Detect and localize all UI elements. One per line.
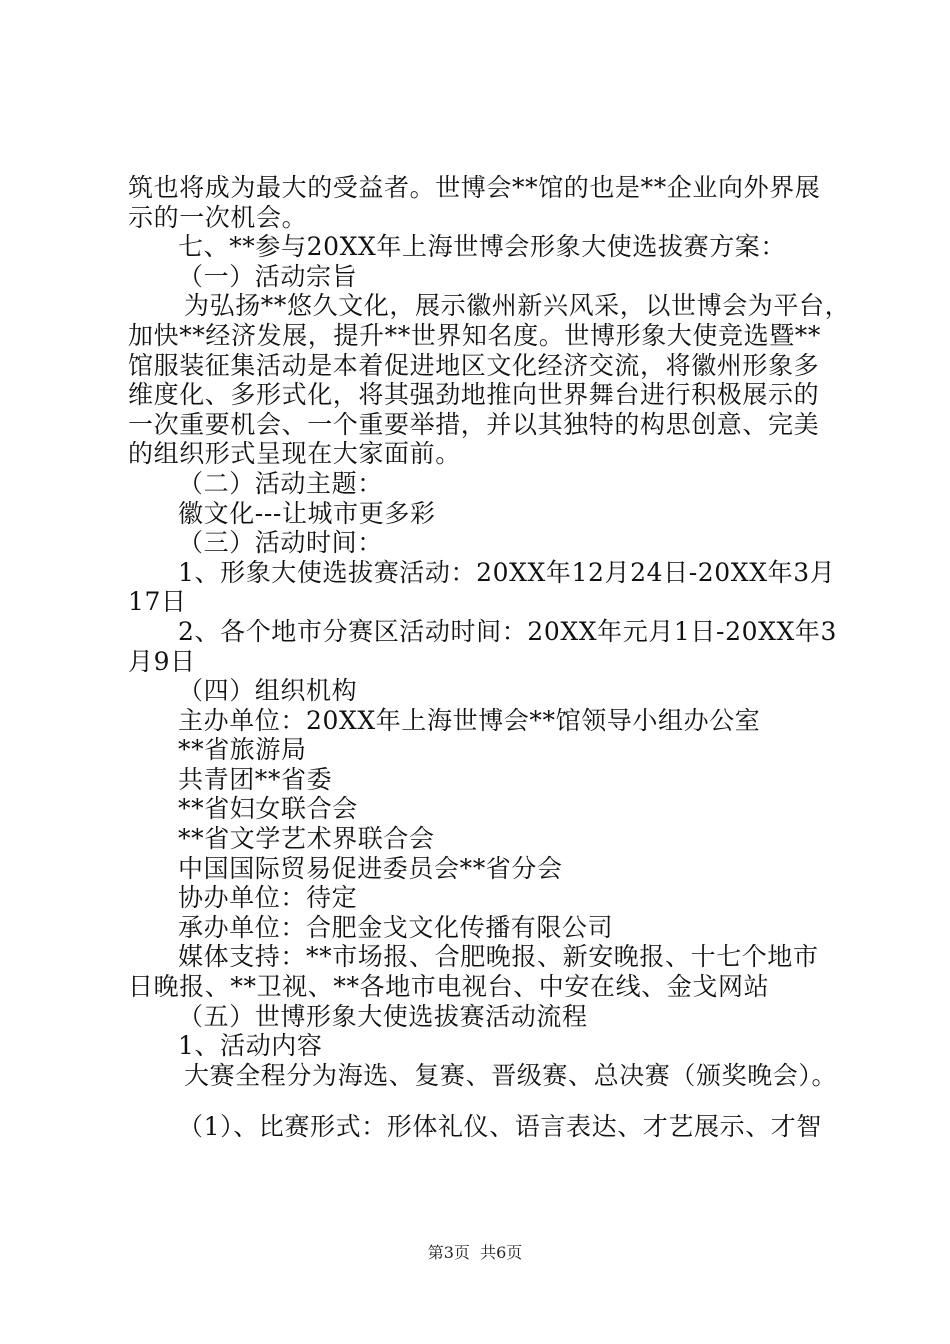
text-line: 的组织形式呈现在大家面前。 — [128, 439, 461, 469]
text-line: **省旅游局 — [178, 735, 307, 765]
text-line: （三）活动时间： — [178, 528, 383, 558]
text-line: 17日 — [128, 587, 187, 617]
paragraph-gap — [128, 1090, 848, 1112]
text-line: **省妇女联合会 — [178, 794, 358, 824]
text-line: 示的一次机会。 — [128, 202, 308, 232]
page-number-label: 第3页 共6页 — [427, 1243, 523, 1262]
text-line: **省文学艺术界联合会 — [178, 824, 435, 854]
text-line: 七、**参与20XX年上海世博会形象大使选拔赛方案： — [178, 232, 787, 262]
text-line: 为弘扬**悠久文化，展示徽州新兴风采，以世博会为平台， — [184, 291, 851, 321]
text-line: 加快**经济发展，提升**世界知名度。世博形象大使竞选暨** — [128, 320, 822, 350]
text-line: 中国国际贸易促进委员会**省分会 — [178, 853, 563, 883]
text-line: （一）活动宗旨 — [178, 261, 358, 291]
text-line: 月9日 — [128, 646, 196, 676]
text-line: 筑也将成为最大的受益者。世博会**馆的也是**企业向外界展 — [128, 173, 821, 202]
text-line: 维度化、多形式化，将其强劲地推向世界舞台进行积极展示的 — [128, 380, 820, 410]
text-line: （五）世博形象大使选拔赛活动流程 — [178, 1001, 588, 1031]
text-line: 协办单位：待定 — [178, 883, 358, 913]
text-line: 大赛全程分为海选、复赛、晋级赛、总决赛（颁奖晚会）。 — [184, 1060, 838, 1090]
text-line: 主办单位：20XX年上海世博会**馆领导小组办公室 — [178, 705, 761, 735]
text-line: 1、形象大使选拔赛活动：20XX年12月24日-20XX年3月 — [178, 557, 836, 587]
page-footer — [0, 1243, 950, 1263]
text-line: （1）、比赛形式：形体礼仪、语言表达、才艺展示、才智 — [178, 1112, 823, 1142]
text-line: （二）活动主题： — [178, 468, 383, 498]
text-line: 一次重要机会、一个重要举措，并以其独特的构思创意、完美 — [128, 409, 820, 439]
text-line: 媒体支持：**市场报、合肥晚报、新安晚报、十七个地市 — [178, 942, 819, 972]
text-line: 承办单位：合肥金戈文化传播有限公司 — [178, 912, 614, 942]
text-line: 馆服装征集活动是本着促进地区文化经济交流，将徽州形象多 — [128, 350, 820, 380]
text-line: 徽文化---让城市更多彩 — [178, 498, 436, 528]
text-line: 1、活动内容 — [178, 1031, 323, 1061]
text-line: （四）组织机构 — [178, 676, 358, 706]
text-line: 共青团**省委 — [178, 764, 333, 794]
document-body — [128, 173, 851, 1142]
text-line: 日晚报、**卫视、**各地市电视台、中安在线、金戈网站 — [128, 972, 770, 1002]
text-line: 2、各个地市分赛区活动时间：20XX年元月1日-20XX年3 — [178, 616, 837, 646]
